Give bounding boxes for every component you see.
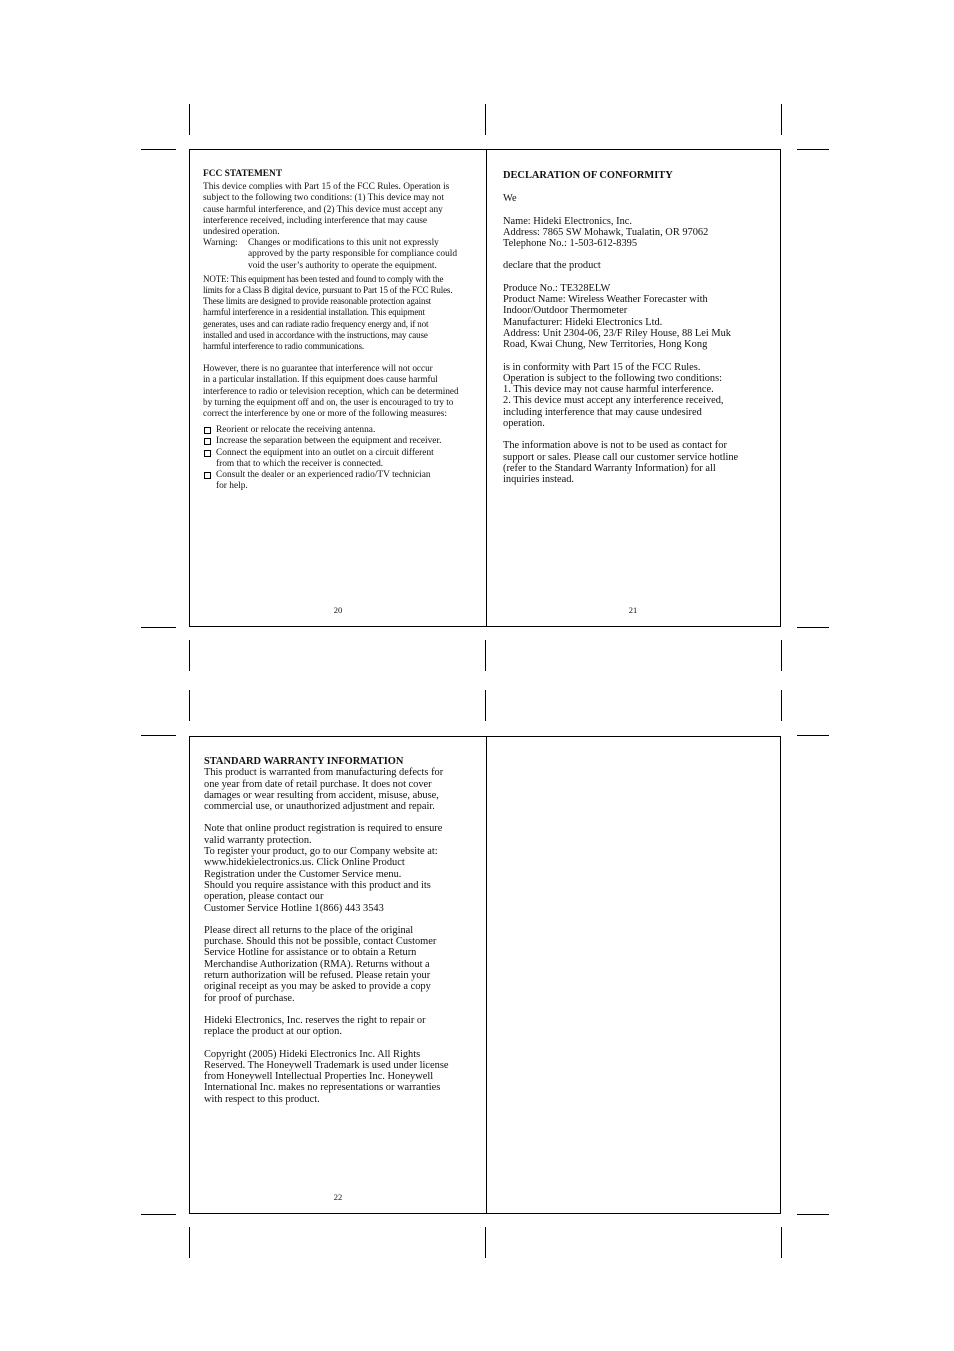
sheet-bottom: [189, 736, 781, 1214]
warranty-paragraph: Copyright (2005) Hideki Electronics Inc. All Rights Reserved. The Honeywell Trademark is used under license from Honeywell Intellectual Properties Inc. Honeywell International Inc. makes no representations or warranties with respect to this product.: [204, 1048, 449, 1105]
fcc-heading: FCC STATEMENT: [203, 169, 283, 179]
crop-mark: [189, 640, 190, 671]
warning-text: Changes or modifications to this unit not expressly approved by the party responsible for compliance could void the user’s authority to operate the equipment.: [248, 238, 458, 271]
page-divider: [486, 150, 487, 626]
crop-mark: [141, 1214, 176, 1215]
measure-text: Connect the equipment into an outlet on a circuit different from that to which the receiver is connected.: [216, 447, 434, 469]
list-item: [203, 425, 483, 436]
list-item: [203, 448, 483, 470]
crop-mark: [781, 1227, 782, 1258]
crop-mark: [485, 104, 486, 135]
warranty-paragraph: Please direct all returns to the place of the original purchase. Should this not be possible, contact Customer Service Hotline for assistance or to obtain a Return Merchandise Authorization (RMA). Returns without a return authorization will be refused. Please retain your original receipt as you may be asked to provide a copy for proof of purchase.: [204, 924, 437, 1004]
crop-mark: [189, 1227, 190, 1258]
declaration-product: Produce No.: TE328ELW Product Name: Wireless Weather Forecaster with Indoor/Outdoor Thermometer Manufacturer: Hideki Electronics Ltd. Address: Unit 2304-06, 23/F Riley House, 88 Lei Muk Road, Kwai Chung, New Territories, Hong Kong: [503, 282, 732, 351]
fcc-guarantee: However, there is no guarantee that interference will not occur in a particular installation. If this equipment does cause harmful interference to radio or television reception, which can be determined by turning the equipment off and on, the user is encouraged to try to correct the interference by one or more of the following measures:: [203, 363, 459, 419]
measure-text: Consult the dealer or an experienced radio/TV technician for help.: [216, 470, 431, 492]
declaration-heading: DECLARATION OF CONFORMITY: [503, 170, 673, 181]
crop-mark: [781, 690, 782, 721]
checkbox-square-icon: [204, 472, 211, 479]
declaration-info: The information above is not to be used as contact for support or sales. Please call our customer service hotline (refer to the Standard Warranty Information) for all inquiries instead.: [503, 440, 739, 486]
crop-mark: [189, 690, 190, 721]
checkbox-square-icon: [204, 438, 211, 445]
warranty-section: [204, 756, 484, 1105]
crop-mark: [141, 735, 176, 736]
sheet-top: [189, 149, 781, 627]
declaration-company: Name: Hideki Electronics, Inc. Address: 7865 SW Mohawk, Tualatin, OR 97062 Telephone No.: 1-503-612-8395: [503, 215, 709, 250]
declaration-declare: declare that the product: [503, 260, 601, 272]
declaration-we: We: [503, 193, 517, 205]
crop-mark: [485, 1227, 486, 1258]
measure-text: Reorient or relocate the receiving antenna.: [216, 425, 376, 436]
crop-mark: [797, 149, 829, 150]
crop-mark: [781, 640, 782, 671]
crop-mark: [797, 1214, 829, 1215]
checkbox-square-icon: [204, 427, 211, 434]
crop-mark: [189, 104, 190, 135]
warning-label: Warning:: [203, 238, 238, 249]
fcc-intro: This device complies with Part 15 of the FCC Rules. Operation is subject to the following two conditions: (1) This device may not cause harmful interference, and (2) This device must accept any interference received, including interference that may cause undesired operation.: [203, 182, 450, 238]
declaration-conformity: is in conformity with Part 15 of the FCC Rules. Operation is subject to the following two conditions: 1. This device may not cause harmful interference. 2. This device must accept any interference received, including interference that may cause undesired operation.: [503, 361, 724, 430]
page-divider: [486, 737, 487, 1213]
list-item: [203, 436, 483, 447]
page-number: 20: [333, 605, 343, 615]
crop-mark: [141, 627, 176, 628]
crop-mark: [797, 735, 829, 736]
fcc-warning: [203, 238, 483, 272]
measure-text: Increase the separation between the equipment and receiver.: [216, 436, 442, 447]
warranty-paragraph: Hideki Electronics, Inc. reserves the right to repair or replace the product at our option.: [204, 1014, 426, 1038]
checkbox-square-icon: [204, 450, 211, 457]
measures-list: [203, 425, 483, 492]
page-number: 21: [628, 605, 638, 615]
fcc-note: NOTE: This equipment has been tested and found to comply with the limits for a Class B digital device, pursuant to Part 15 of the FCC Rules. These limits are designed to provide reasonable protection against harmful interference in a residential installation. This equipment generates, uses and can radiate radio frequency energy and, if not installed and used in accordance with the instructions, may cause harmful interference to radio communications.: [203, 273, 453, 352]
warranty-paragraph: Note that online product registration is required to ensure valid warranty protection. To register your product, go to our Company website at: www.hidekielectronics.us. Click Online Product Registration under the Customer Service menu. Should you require assistance with this product and its operation, please contact our Customer Service Hotline 1(866) 443 3543: [204, 823, 443, 914]
crop-mark: [485, 640, 486, 671]
crop-mark: [781, 104, 782, 135]
page-number: 22: [333, 1192, 343, 1202]
declaration-section: [503, 170, 778, 486]
warranty-heading: STANDARD WARRANTY INFORMATION: [204, 756, 404, 767]
crop-mark: [797, 627, 829, 628]
fcc-statement-section: [203, 169, 483, 492]
list-item: [203, 470, 483, 492]
warranty-paragraph: This product is warranted from manufacturing defects for one year from date of retail purchase. It does not cover damages or wear resulting from accident, misuse, abuse, commercial use, or unauthorized adjustment and repair.: [204, 767, 444, 813]
crop-mark: [485, 690, 486, 721]
crop-mark: [141, 149, 176, 150]
